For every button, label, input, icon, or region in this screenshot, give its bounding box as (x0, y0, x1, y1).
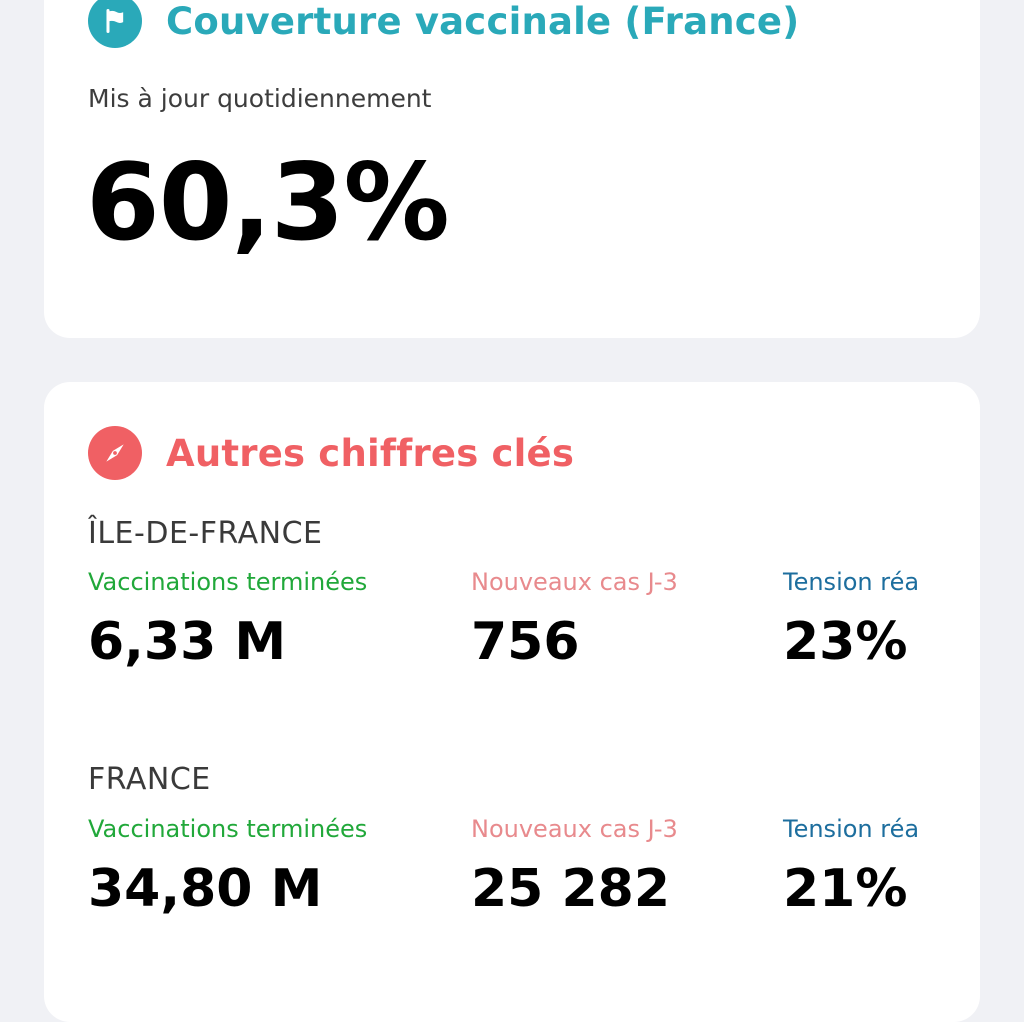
metric-value: 34,80 M (88, 859, 323, 919)
flag-icon (88, 0, 142, 48)
compass-icon (88, 426, 142, 480)
metric-label: Nouveaux cas J-3 (471, 568, 678, 596)
metric-new-cases-idf (471, 568, 678, 672)
coverage-card (44, 0, 980, 338)
metric-value: 23% (783, 612, 908, 672)
region-label-france: FRANCE (88, 762, 211, 797)
update-frequency-text: Mis à jour quotidiennement (88, 84, 432, 113)
region-label-ile-de-france: ÎLE-DE-FRANCE (88, 516, 323, 551)
metric-value: 6,33 M (88, 612, 287, 672)
key-figures-title: Autres chiffres clés (166, 431, 575, 475)
metric-vaccinations-france (88, 815, 368, 919)
metric-vaccinations-idf (88, 568, 368, 672)
metric-value: 756 (471, 612, 580, 672)
coverage-header (88, 0, 799, 48)
metric-label: Tension réa (783, 815, 920, 843)
coverage-percentage: 60,3% (86, 141, 449, 264)
metric-label: Vaccinations terminées (88, 568, 368, 596)
metric-icu-tension-idf (783, 568, 920, 672)
metric-label: Vaccinations terminées (88, 815, 368, 843)
metric-icu-tension-france (783, 815, 920, 919)
key-figures-header (88, 426, 574, 480)
metric-label: Nouveaux cas J-3 (471, 815, 678, 843)
metric-value: 25 282 (471, 859, 671, 919)
coverage-title: Couverture vaccinale (France) (166, 0, 800, 43)
metric-value: 21% (783, 859, 908, 919)
key-figures-card (44, 382, 980, 1022)
metric-label: Tension réa (783, 568, 920, 596)
metric-new-cases-france (471, 815, 678, 919)
